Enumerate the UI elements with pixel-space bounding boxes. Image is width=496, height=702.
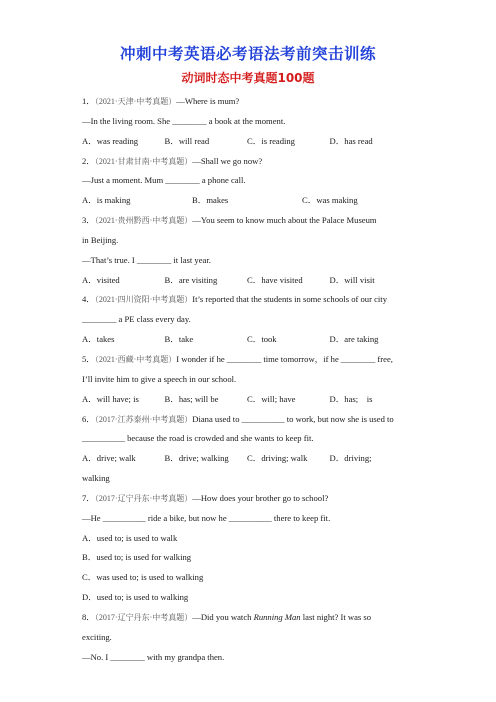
question-source: （2017·辽宁丹东·中考真题）	[94, 612, 193, 622]
question-6-options	[82, 449, 412, 469]
question-8-header	[82, 608, 412, 628]
question-5-options	[82, 390, 412, 410]
question-source: （2021·西藏·中考真题）	[94, 354, 177, 364]
question-2-header	[82, 152, 412, 172]
option-b: B．are visiting	[164, 274, 218, 285]
question-text: ________ a PE class every day.	[82, 314, 191, 325]
option-d: D．are taking	[329, 334, 379, 345]
option-c: C．have visited	[247, 274, 303, 285]
option-a: A．will have; is	[82, 393, 139, 404]
document-title: 冲刺中考英语必考语法考前突击训练	[119, 45, 376, 63]
question-number: 3．	[82, 215, 95, 226]
question-number: 8．	[82, 611, 95, 622]
option-b: B．has; will be	[164, 393, 219, 404]
question-number: 7．	[82, 492, 95, 503]
option-b: B．used to; is used for walking	[82, 552, 192, 563]
question-text: —Did you watch	[192, 611, 254, 622]
option-b: B．drive; walking	[164, 453, 229, 464]
question-text: last night? It was so	[300, 611, 372, 622]
question-1-header	[82, 92, 412, 112]
question-source: （2021·天津·中考真题）	[94, 97, 177, 106]
option-c: C．took	[247, 334, 277, 345]
option-d: D．driving;	[329, 453, 372, 464]
option-a: A．was reading	[82, 135, 139, 146]
question-text: I wonder if he ________ time tomorrow，if he ________ free,	[176, 353, 393, 364]
question-5-header	[82, 350, 412, 370]
option-a: A．used to; is used to walk	[82, 532, 178, 543]
question-6-header	[82, 410, 412, 430]
document-subtitle: 动词时态中考真题100题	[181, 71, 315, 85]
option-b: B．will read	[164, 135, 210, 146]
question-text: It’s reported that the students in some schools of our city	[192, 294, 387, 305]
question-text: —No. I ________ with my grandpa then.	[82, 651, 225, 662]
option-a: A．visited	[82, 274, 120, 285]
question-number: 4．	[82, 294, 95, 305]
question-source: （2021·贵州黔西·中考真题）	[94, 216, 193, 226]
question-source: （2017·辽宁丹东·中考真题）	[94, 493, 193, 503]
option-c: C．was used to; is used to walking	[82, 572, 204, 583]
question-text: —That’s true. I ________ it last year.	[82, 254, 211, 265]
option-d: D．will visit	[329, 274, 375, 285]
question-source: （2017·江苏泰州·中考真题）	[94, 414, 193, 424]
option-a: A．drive; walk	[82, 453, 136, 464]
question-number: 1．	[82, 96, 95, 106]
question-text: —Just a moment. Mum ________ a phone call.	[82, 175, 246, 186]
question-text: I’ll invite him to give a speech in our school.	[82, 373, 237, 384]
option-c: C．was making	[302, 195, 358, 206]
question-number: 5．	[82, 353, 95, 364]
question-7-header	[82, 489, 412, 509]
question-text: —Shall we go now?	[192, 155, 263, 166]
question-text: Diana used to __________ to work, but now she is used to	[192, 413, 394, 424]
question-source: （2021·四川资阳·中考真题）	[94, 295, 193, 305]
question-text: in Beijing.	[82, 234, 119, 245]
question-number: 2．	[82, 155, 95, 166]
question-text: —He __________ ride a bike, but now he __________ there to keep fit.	[82, 512, 331, 523]
question-source: （2021·甘肃甘南·中考真题）	[94, 156, 193, 166]
question-text: —Where is mum?	[176, 96, 240, 106]
question-text-italic: Running Man	[253, 611, 301, 622]
question-4-options	[82, 330, 412, 350]
question-text: exciting.	[82, 631, 112, 642]
option-d-wrap: walking	[82, 473, 110, 484]
option-b: B．makes	[192, 195, 229, 206]
option-d: D．has; is	[329, 393, 373, 404]
question-3-header	[82, 211, 412, 231]
question-list	[82, 92, 412, 667]
question-text: __________ because the road is crowded and she wants to keep fit.	[82, 433, 314, 444]
question-1-options	[82, 132, 412, 152]
option-d: D．used to; is used to walking	[82, 592, 189, 603]
question-3-options	[82, 271, 412, 291]
question-text: —In the living room. She ________ a book at the moment.	[82, 115, 286, 126]
question-text: —You seem to know much about the Palace Museum	[192, 215, 377, 226]
question-number: 6．	[82, 413, 95, 424]
option-d: D．has read	[329, 135, 373, 146]
option-a: A．is making	[82, 195, 131, 206]
question-text: —How does your brother go to school?	[192, 492, 329, 503]
option-a: A．takes	[82, 334, 115, 345]
option-b: B．take	[164, 334, 194, 345]
option-c: C．driving; walk	[247, 453, 308, 464]
question-2-options	[82, 191, 412, 211]
option-c: C．will; have	[247, 393, 296, 404]
question-4-header	[82, 290, 412, 310]
option-c: C．is reading	[247, 135, 295, 146]
